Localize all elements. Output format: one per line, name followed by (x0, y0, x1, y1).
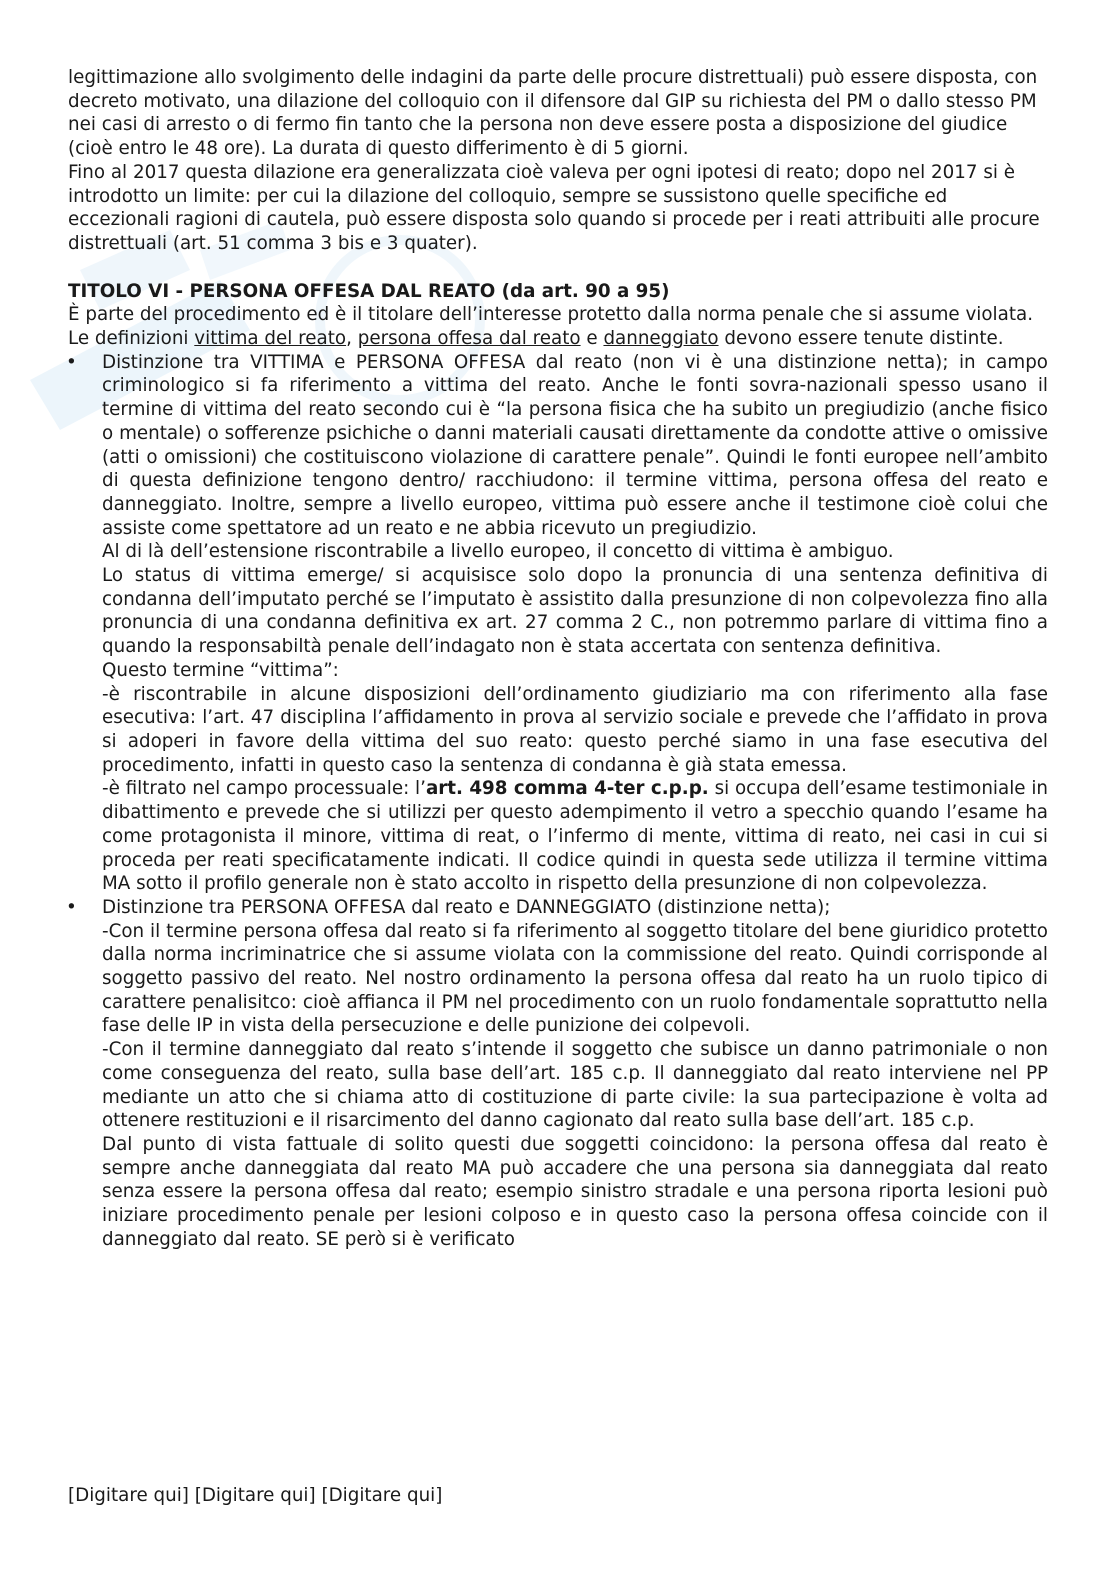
definitions-suffix: devono essere tenute distinte. (718, 328, 1004, 350)
bullet-vittima-persona-offesa (68, 351, 1048, 896)
bullet-marker: • (66, 896, 77, 918)
bullet-persona-offesa-danneggiato (68, 896, 1048, 1252)
bullet2-paragraph-1: Distinzione tra PERSONA OFFESA dal reato e DANNEGGIATO (distinzione netta); (102, 896, 831, 918)
definitions-sep-2: e (580, 328, 604, 350)
term-persona-offesa: persona offesa dal reato (357, 328, 581, 350)
definitions-prefix: Le definizioni (68, 328, 195, 350)
bullet2-paragraph-4: Dal punto di vista fattuale di solito questi due soggetti coincidono: la persona offesa dal reato è sempre anche danneggiata dal reato MA può accadere che una persona sia danneggiata dal reato senza essere la persona offesa dal reato; esempio sinistro stradale e una persona riporta lesioni può iniziare procedimento penale per lesioni colposo e in questo caso la persona offesa coincide con il danneggiato dal reato. SE però si è verificato (102, 1133, 1048, 1250)
p6-suffix: si occupa dell’esame testimoniale in dibattimento e prevede che si utilizzi per questo adempimento il vetro a specchio quando l’esame ha come protagonista il minore, vittima di reat, o l’infermo di mente, vittima di reato, nei casi in cui si proceda per reati specificatamente indicati. Il codice quindi in questa sede utilizza il termine vittima MA sotto il profilo generale non è stato accolto in rispetto della presunzione di non colpevolezza. (102, 778, 1048, 895)
intro-paragraph-2: Fino al 2017 questa dilazione era generalizzata cioè valeva per ogni ipotesi di reato; dopo nel 2017 si è introdotto un limite: per cui la dilazione del colloquio, sempre se sussistono quelle specifiche ed eccezionali ragioni di cautela, può essere disposta solo quando si procede per i reati attribuiti alle procure distrettuali (art. 51 comma 3 bis e 3 quater). (68, 161, 1040, 254)
article-reference: art. 498 comma 4-ter c.p.p. (425, 778, 709, 800)
bullet1-paragraph-5: -è riscontrabile in alcune disposizioni dell’ordinamento giudiziario ma con riferimento alla fase esecutiva: l’art. 47 disciplina l’affidamento in prova al servizio sociale e prevede che l’affidato in prova si adoperi in favore della vittima del suo reato: questo perché siamo in una fase esecutiva del procedimento, infatti in questo caso la sentenza di condanna è già stata emessa. (102, 683, 1048, 776)
bullet-marker: • (66, 351, 77, 373)
bullet2-paragraph-3: -Con il termine danneggiato dal reato s’intende il soggetto che subisce un danno patrimoniale o non come conseguenza del reato, sulla base dell’art. 185 c.p. Il danneggiato dal reato interviene nel PP mediante un atto che si chiama atto di costituzione di parte civile: la sua partecipazione è volta ad ottenere restituzioni e il risarcimento del danno cagionato dal reato sulla base dell’art. 185 c.p. (102, 1039, 1048, 1132)
section-definitions (68, 327, 1048, 351)
bullet1-paragraph-4: Questo termine “vittima”: (102, 659, 339, 681)
bullet1-paragraph-6 (102, 777, 1048, 896)
page-footer[interactable]: [Digitare qui] [Digitare qui] [Digitare qui] (68, 1485, 443, 1506)
section-title: TITOLO VI - PERSONA OFFESA DAL REATO (da art. 90 a 95) (68, 280, 670, 302)
term-danneggiato: danneggiato (603, 328, 719, 350)
bullet2-paragraph-2: -Con il termine persona offesa dal reato si fa riferimento al soggetto titolare del bene giuridico protetto dalla norma incriminatrice che si assume violata con la commissione del reato. Quindi corrisponde al soggetto passivo del reato. Nel nostro ordinamento la persona offesa dal reato ha un ruolo tipico di carattere penalisitco: cioè affianca il PM nel procedimento con un ruolo fondamentale soprattutto nella fase delle IP in vista della persecuzione e delle punizione dei colpevoli. (102, 920, 1048, 1037)
bullet1-paragraph-3: Lo status di vittima emerge/ si acquisisce solo dopo la pronuncia di una sentenza definitiva di condanna dell’imputato perché se l’imputato è assistito dalla presunzione di non colpevolezza fino alla pronuncia di una condanna definitiva ex art. 27 comma 2 C., non potremmo parlare di vittima fino a quando la responsabiltà penale dell’indagato non è stata accertata con sentenza definitiva. (102, 565, 1048, 658)
intro-paragraph-1: legittimazione allo svolgimento delle indagini da parte delle procure distrettuali) può essere disposta, con decreto motivato, una dilazione del colloquio con il difensore dal GIP su richiesta del PM o dallo stesso PM nei casi di arresto o di fermo fin tanto che la persona non deve essere posta a disposizione del giudice (cioè entro le 48 ore). La durata di questo differimento è di 5 giorni. (68, 67, 1038, 160)
bullet1-paragraph-2: Al di là dell’estensione riscontrabile a livello europeo, il concetto di vittima è ambiguo. (102, 541, 894, 563)
term-vittima: vittima del reato (194, 328, 347, 350)
definitions-sep-1: , (346, 328, 358, 350)
section-paragraph-1: È parte del procedimento ed è il titolare dell’interesse protetto dalla norma penale che si assume violata. (68, 304, 1034, 326)
p6-prefix: -è filtrato nel campo processuale: l’ (102, 778, 426, 800)
bullet1-paragraph-1: Distinzione tra VITTIMA e PERSONA OFFESA dal reato (non vi è una distinzione netta); in campo criminologico si fa riferimento a vittima del reato. Anche le fonti sovra-nazionali spesso usano il termine di vittima del reato secondo cui è “la persona fisica che ha subito un pregiudizio (anche fisico o mentale) o sofferenze psichiche o danni materiali causati direttamente da condotte attive o omissive (atti o omissioni) che costituiscono violazione di carattere penale”. Quindi le fonti europee nell’ambito di questa definizione tengono dentro/ racchiudono: il termine vittima, persona offesa del reato e danneggiato. Inoltre, sempre a livello europeo, vittima può essere anche il testimone cioè colui che assiste come spettatore ad un reato e ne abbia ricevuto un pregiudizio. (102, 351, 1048, 539)
text-column (68, 66, 1048, 1251)
